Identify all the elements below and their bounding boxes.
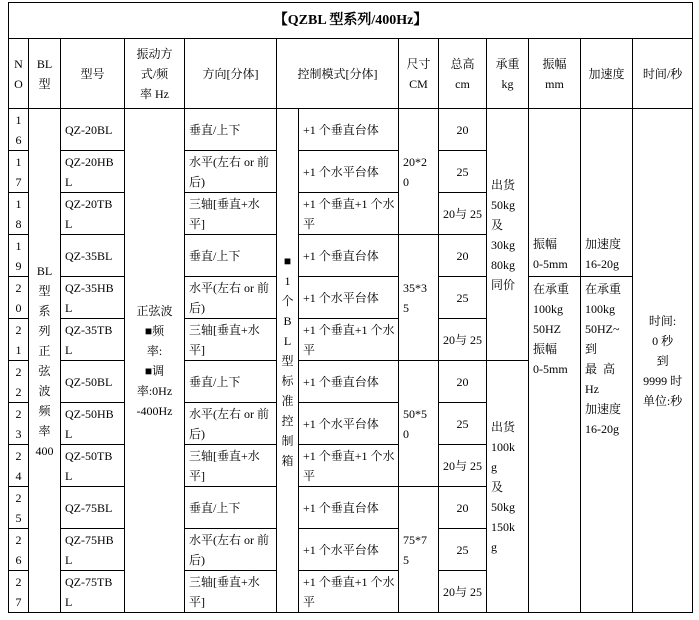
cell-control-mode: +1 个垂直+1 个水 平 xyxy=(299,445,399,487)
cell-no: 2 0 xyxy=(9,277,29,319)
header-no: N O xyxy=(9,39,29,109)
cell-model: QZ-75BL xyxy=(61,487,125,529)
cell-control-mode: +1 个垂直台体 xyxy=(299,235,399,277)
cell-no: 2 3 xyxy=(9,403,29,445)
header-bl-type: BL 型 xyxy=(29,39,61,109)
table-row xyxy=(9,109,693,151)
cell-model: QZ-50HB L xyxy=(61,403,125,445)
cell-no: 2 1 xyxy=(9,319,29,361)
cell-height: 20 xyxy=(439,235,487,277)
cell-direction: 垂直/上下 xyxy=(185,361,277,403)
cell-size: 35*3 5 xyxy=(399,235,439,361)
cell-no: 1 6 xyxy=(9,109,29,151)
cell-time: 时间: 0 秒 到 9999 时 单位:秒 xyxy=(633,109,693,613)
cell-no: 2 2 xyxy=(9,361,29,403)
cell-no: 2 4 xyxy=(9,445,29,487)
cell-height: 20与 25 xyxy=(439,319,487,361)
cell-direction: 水平(左右 or 前 后) xyxy=(185,403,277,445)
cell-load: 出货 100k g 及 50kg 150k g xyxy=(487,361,529,613)
header-model: 型号 xyxy=(61,39,125,109)
cell-direction: 三轴[垂直+水 平] xyxy=(185,445,277,487)
header-size: 尺寸 CM xyxy=(399,39,439,109)
cell-direction: 水平(左右 or 前 后) xyxy=(185,151,277,193)
cell-load: 出货 50kg 及 30kg 80kg 同价 xyxy=(487,109,529,361)
cell-control-mode: +1 个水平台体 xyxy=(299,151,399,193)
cell-control-mode: +1 个垂直台体 xyxy=(299,361,399,403)
cell-control-mode: +1 个水平台体 xyxy=(299,529,399,571)
cell-model: QZ-35TB L xyxy=(61,319,125,361)
cell-direction: 水平(左右 or 前 后) xyxy=(185,277,277,319)
cell-amplitude: 在承重 100kg 50HZ 振幅 0-5mm xyxy=(529,277,581,613)
cell-height: 20与 25 xyxy=(439,193,487,235)
spec-table xyxy=(8,2,693,613)
cell-control-mode: +1 个水平台体 xyxy=(299,277,399,319)
cell-size: 20*2 0 xyxy=(399,109,439,235)
cell-model: QZ-20BL xyxy=(61,109,125,151)
cell-size: 75*7 5 xyxy=(399,487,439,613)
header-control-mode: 控制模式[分体] xyxy=(277,39,399,109)
cell-bl-type: BL 型 系 列 正 弦 波 频 率 400 xyxy=(29,109,61,613)
header-load: 承重 kg xyxy=(487,39,529,109)
cell-model: QZ-35HB L xyxy=(61,277,125,319)
header-total-height: 总高 cm xyxy=(439,39,487,109)
cell-model: QZ-35BL xyxy=(61,235,125,277)
cell-control-mode: +1 个垂直+1 个水 平 xyxy=(299,193,399,235)
table-title: 【QZBL 型系列/400Hz】 xyxy=(9,3,693,39)
header-time: 时间/秒 xyxy=(633,39,693,109)
cell-control-mode: +1 个水平台体 xyxy=(299,403,399,445)
cell-control-mode: +1 个垂直+1 个水 平 xyxy=(299,571,399,613)
cell-direction: 垂直/上下 xyxy=(185,487,277,529)
table-row xyxy=(9,277,693,319)
cell-height: 20与 25 xyxy=(439,571,487,613)
cell-acceleration: 加速度 16-20g xyxy=(581,109,633,277)
cell-height: 20 xyxy=(439,109,487,151)
cell-model: QZ-20TB L xyxy=(61,193,125,235)
cell-model: QZ-50BL xyxy=(61,361,125,403)
cell-amplitude: 振幅 0-5mm xyxy=(529,109,581,277)
cell-no: 1 9 xyxy=(9,235,29,277)
header-direction: 方向[分体] xyxy=(185,39,277,109)
cell-model: QZ-75HB L xyxy=(61,529,125,571)
cell-direction: 三轴[垂直+水 平] xyxy=(185,193,277,235)
cell-control-mode: +1 个垂直+1 个水 平 xyxy=(299,319,399,361)
cell-height: 25 xyxy=(439,529,487,571)
cell-direction: 水平(左右 or 前 后) xyxy=(185,529,277,571)
cell-direction: 垂直/上下 xyxy=(185,235,277,277)
cell-height: 25 xyxy=(439,277,487,319)
cell-no: 2 7 xyxy=(9,571,29,613)
cell-no: 2 5 xyxy=(9,487,29,529)
cell-height: 25 xyxy=(439,151,487,193)
cell-size: 50*5 0 xyxy=(399,361,439,487)
cell-direction: 垂直/上下 xyxy=(185,109,277,151)
cell-control-mode: +1 个垂直台体 xyxy=(299,109,399,151)
cell-height: 20 xyxy=(439,361,487,403)
cell-model: QZ-50TB L xyxy=(61,445,125,487)
cell-direction: 三轴[垂直+水 平] xyxy=(185,571,277,613)
cell-height: 25 xyxy=(439,403,487,445)
cell-no: 1 7 xyxy=(9,151,29,193)
cell-model: QZ-20HB L xyxy=(61,151,125,193)
cell-vibration-mode: 正弦波 ■频 率: ■调 率:0Hz -400Hz xyxy=(125,109,185,613)
cell-model: QZ-75TB L xyxy=(61,571,125,613)
header-vibration-mode: 振动方 式/频 率 Hz xyxy=(125,39,185,109)
cell-no: 1 8 xyxy=(9,193,29,235)
header-amplitude: 振幅 mm xyxy=(529,39,581,109)
cell-height: 20与 25 xyxy=(439,445,487,487)
cell-control-box: ■ 1 个 B L 型 标 准 控 制 箱 xyxy=(277,109,299,613)
cell-control-mode: +1 个垂直台体 xyxy=(299,487,399,529)
cell-direction: 三轴[垂直+水 平] xyxy=(185,319,277,361)
cell-no: 2 6 xyxy=(9,529,29,571)
cell-height: 20 xyxy=(439,487,487,529)
header-acceleration: 加速度 xyxy=(581,39,633,109)
cell-acceleration: 在承重 100kg 50HZ~ 到 最 高 Hz 加速度 16-20g xyxy=(581,277,633,613)
